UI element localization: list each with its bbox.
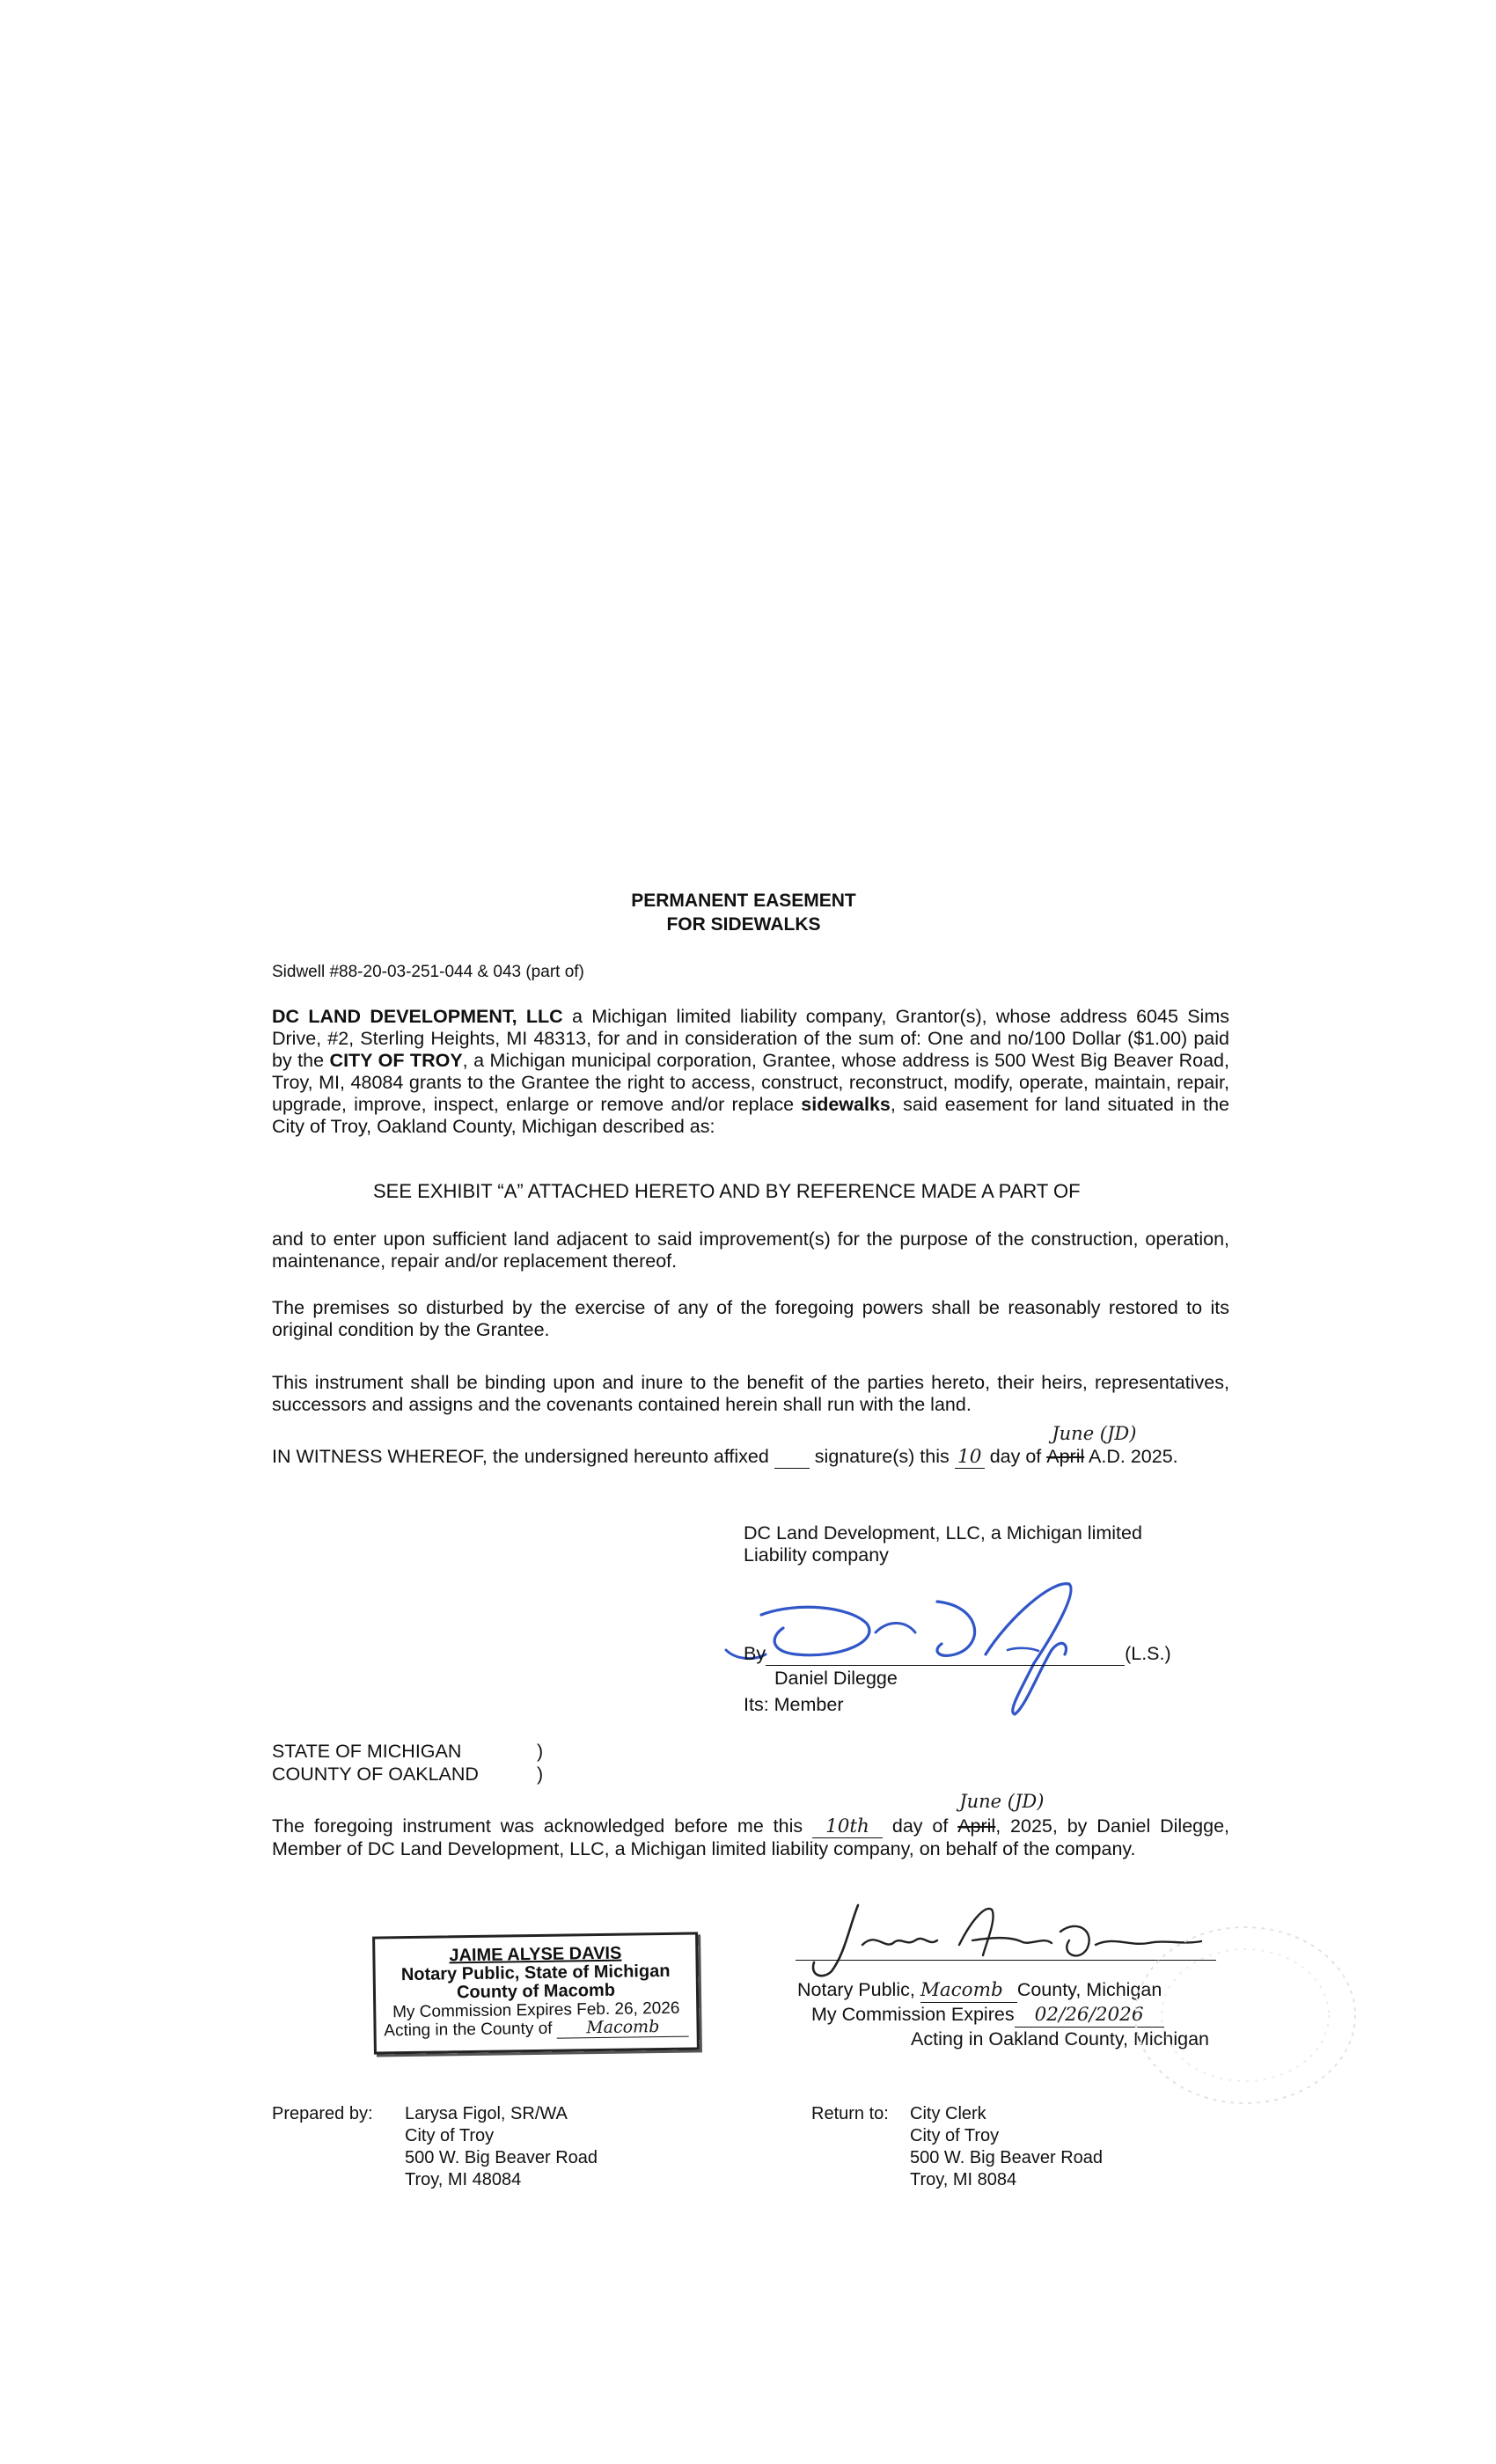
signer-title: Its: Member <box>744 1694 844 1715</box>
commission-expires-date: 02/26/2026 <box>1015 2004 1164 2028</box>
stamp-acting-label: Acting in the County of <box>384 2019 553 2041</box>
grant-paragraph <box>272 1006 1229 1138</box>
stamp-title: Notary Public, State of Michigan <box>400 1961 671 1985</box>
signer-name: Daniel Dilegge <box>774 1668 898 1689</box>
acknowledgement-paragraph <box>272 1791 1230 1860</box>
witness-line <box>272 1423 1178 1469</box>
by-label: By <box>744 1643 766 1664</box>
grant-text-a: a Michigan limited liability company, Grantor(s), whose address 6045 Sims Drive, #2, Sterling Heights, MI 48313, for and in consideration of the sum of: One and no/100 Dollar ($1.00) paid by the <box>272 1006 1229 1071</box>
signer-company-line-2: Liability company <box>744 1544 889 1566</box>
venue-block <box>272 1740 479 1786</box>
return-line-4: Troy, MI 8084 <box>910 2170 1017 2189</box>
grantee-name: CITY OF TROY <box>329 1050 463 1071</box>
stamp-county: County of Macomb <box>456 1980 616 2003</box>
witness-text-c: day of <box>984 1446 1047 1467</box>
venue-paren-2: ) <box>537 1764 544 1785</box>
signature-rule <box>766 1643 1125 1666</box>
notary-county-suffix: County, Michigan <box>1016 1979 1162 2000</box>
witness-day: 10 <box>955 1446 985 1469</box>
prepared-by-label: Prepared by: <box>272 2104 373 2123</box>
stamp-acting-county: Macomb <box>557 2018 689 2039</box>
signature-line <box>744 1643 1171 1666</box>
grant-text-c: , said easement for land situated in the City of Troy, Oakland County, Michigan described as: <box>272 1094 1229 1137</box>
signer-company <box>744 1522 1142 1566</box>
commission-expires-label: My Commission Expires <box>811 2004 1015 2025</box>
venue-county: COUNTY OF OAKLAND <box>272 1764 479 1785</box>
prepared-by-address <box>405 2103 598 2191</box>
venue-parens <box>537 1740 543 1786</box>
signature-count-blank <box>774 1446 810 1469</box>
exhibit-reference: SEE EXHIBIT “A” ATTACHED HERETO AND BY REFERENCE MADE A PART OF <box>373 1180 1081 1202</box>
venue-state: STATE OF MICHIGAN <box>272 1741 462 1762</box>
document-title <box>0 889 1487 936</box>
ack-text-b: day of <box>883 1815 958 1837</box>
notary-public-label: Notary Public, <box>797 1979 920 2000</box>
prepared-line-2: City of Troy <box>405 2126 495 2145</box>
return-to-address <box>910 2103 1103 2191</box>
title-line-1: PERMANENT EASEMENT <box>631 891 856 911</box>
prepared-line-1: Larysa Figol, SR/WA <box>405 2104 568 2123</box>
witness-text-b: signature(s) this <box>809 1446 955 1467</box>
return-line-3: 500 W. Big Beaver Road <box>910 2148 1104 2167</box>
grantor-name: DC LAND DEVELOPMENT, LLC <box>272 1006 563 1027</box>
sidwell-number: Sidwell #88-20-03-251-044 & 043 (part of) <box>272 963 584 981</box>
notary-embossed-seal <box>1122 1914 1368 2116</box>
ack-text-a: The foregoing instrument was acknowledged before me this <box>272 1815 812 1837</box>
stamp-expiration: My Commission Expires Feb. 26, 2026 <box>392 1998 680 2022</box>
witness-text-a: IN WITNESS WHEREOF, the undersigned hereunto affixed <box>272 1446 774 1467</box>
ack-day: 10th <box>812 1815 883 1838</box>
ack-month-struck: April <box>957 1815 996 1837</box>
easement-subject: sidewalks <box>801 1094 891 1115</box>
ack-month-handwritten: June (JD) <box>959 1791 1045 1812</box>
prepared-line-3: 500 W. Big Beaver Road <box>405 2148 598 2167</box>
ls-label: (L.S.) <box>1125 1643 1171 1664</box>
return-line-2: City of Troy <box>910 2126 1000 2145</box>
restoration-paragraph: The premises so disturbed by the exercise of any of the foregoing powers shall be reasonably restored to its original condition by the Grantee. <box>272 1297 1229 1340</box>
notary-county: Macomb <box>920 1979 1017 2003</box>
grant-text-b: , a Michigan municipal corporation, Grantee, whose address is 500 West Big Beaver Road, Troy, MI, 48084 grants to the Grantee the right to access, construct, reconstruct, modify, operate, maintain, repair, upgrade, improve, inspect, enlarge or remove and/or replace <box>272 1050 1229 1115</box>
signer-company-line-1: DC Land Development, LLC, a Michigan limited <box>744 1522 1142 1544</box>
notary-acting-county: Acting in Oakland County, Michigan <box>911 2028 1210 2050</box>
witness-text-d: A.D. 2025. <box>1084 1446 1178 1467</box>
return-to-label: Return to: <box>811 2104 889 2123</box>
ack-text-c: , 2025, by Daniel Dilegge, Member of DC Land Development, LLC, a Michigan limited liability company, on behalf of the company. <box>272 1815 1230 1859</box>
stamp-notary-name: JAIME ALYSE DAVIS <box>449 1943 622 1966</box>
binding-paragraph: This instrument shall be binding upon and inure to the benefit of the parties hereto, their heirs, representatives, successors and assigns and the covenants contained herein shall run with the land. <box>272 1372 1229 1415</box>
return-line-1: City Clerk <box>910 2104 986 2123</box>
venue-paren-1: ) <box>537 1741 544 1762</box>
entry-paragraph: and to enter upon sufficient land adjacent to said improvement(s) for the purpose of the construction, operation, maintenance, repair and/or replacement thereof. <box>272 1228 1229 1272</box>
title-line-2: FOR SIDEWALKS <box>666 914 821 935</box>
prepared-line-4: Troy, MI 48084 <box>405 2170 522 2189</box>
notary-stamp <box>372 1932 700 2054</box>
witness-month-handwritten: June (JD) <box>1052 1423 1137 1444</box>
witness-month-struck: April <box>1046 1446 1085 1467</box>
